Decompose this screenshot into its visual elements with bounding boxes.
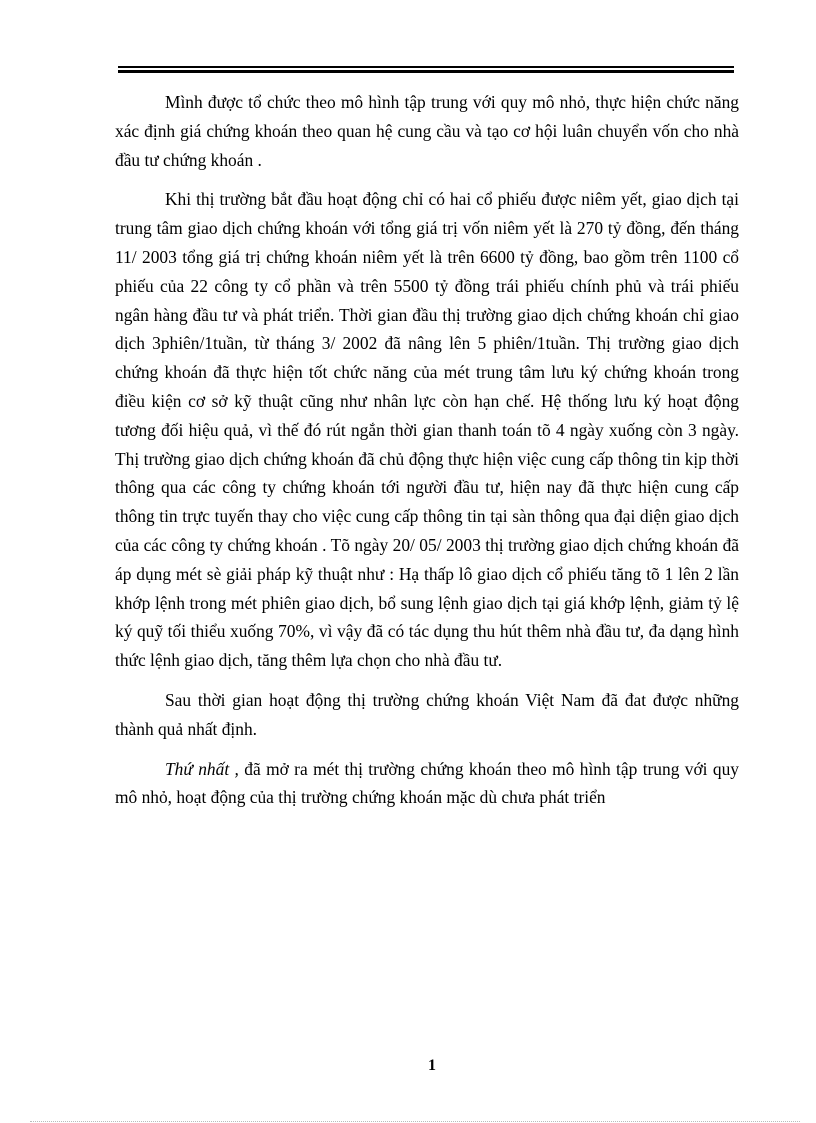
paragraph-1: Mình được tổ chức theo mô hình tập trung với quy mô nhỏ, thực hiện chức năng xác định giá chứng khoán theo quan hệ cung cầu và tạo cơ hội luân chuyển vốn cho nhà đầu tư chứng khoán .: [115, 92, 739, 170]
paragraph-3: Sau thời gian hoạt động thị trường chứng khoán Việt Nam đã đat được những thành quả nhất định.: [115, 689, 739, 739]
paragraph-2: Khi thị trường bắt đầu hoạt động chỉ có hai cổ phiếu được niêm yết, giao dịch tại trung tâm giao dịch chứng khoán với tổng giá trị vốn niêm yết là 270 tỷ đồng, đến tháng 11/ 2003 tổng giá trị chứng khoán niêm yết là trên 6600 tỷ đồng, bao gồm trên 1100 cổ phiếu của 22 công ty cổ phần và trên 5500 tỷ đồng trái phiếu chính phủ và trái phiếu ngân hàng đầu tư và phát triển. Thời gian đầu thị trường giao dịch chứng khoán chỉ giao dịch 3phiên/1tuần, từ tháng 3/ 2002 đã nâng lên 5 phiên/1tuần. Thị trường giao dịch chứng khoán đã thực hiện tốt chức năng của mét trung tâm lưu ký chứng khoán trong điều kiện cơ sở kỹ thuật cũng như nhân lực còn hạn chế. Hệ thống lưu ký hoạt động tương đối hiệu quả, vì thế đó rút ngắn thời gian thanh toán tõ 4 ngày xuống còn 3 ngày. Thị trường giao dịch chứng khoán đã chủ động thực hiện việc cung cấp thông tin kịp thời thông qua các công ty chứng khoán tới người đầu tư, hiện nay đã thực hiện cung cấp thông tin trực tuyến thay cho việc cung cấp thông tin tại sàn thông qua đại diện giao dịch của các công ty chứng khoán . Tõ ngày 20/ 05/ 2003 thị trường giao dịch chứng khoán đã áp dụng mét sè giải pháp kỹ thuật như : Hạ thấp lô giao dịch cổ phiếu tăng tõ 1 lên 2 lần khớp lệnh trong mét phiên giao dịch, bổ sung lệnh giao dịch tại giá khớp lệnh, giảm tỷ lệ ký quỹ tối thiểu xuống 70%, vì vậy đã có tác dụng thu hút thêm nhà đầu tư, đa dạng hình thức lệnh giao dịch, tăng thêm lựa chọn cho nhà đầu tư.: [115, 189, 739, 671]
paragraph-4-lead: Thứ nhất ,: [165, 758, 239, 779]
header-rule-thick: [118, 70, 734, 73]
paragraph-4: [115, 755, 739, 813]
paragraph-4-text: đã mở ra mét thị trường chứng khoán theo mô hình tập trung với quy mô nhỏ, hoạt động của thị trường chứng khoán mặc dù chưa phát triển: [115, 758, 739, 808]
footer-dotted-line: [30, 1121, 800, 1122]
header-rule-thin: [118, 66, 734, 68]
document-body: [115, 88, 739, 823]
page-number: 1: [428, 1057, 436, 1074]
